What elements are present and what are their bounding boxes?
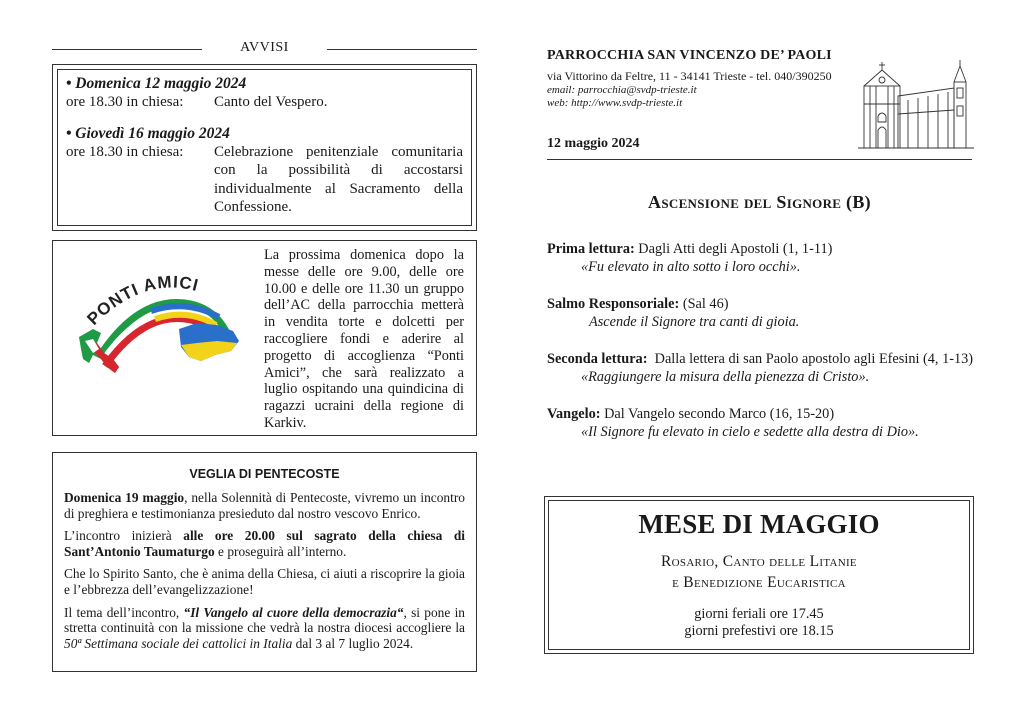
event-description: Celebrazione penitenziale comunitaria con la possibilità di accostarsi individualmente al Sacramento della Confessione. — [214, 143, 463, 215]
readings-list — [547, 240, 987, 460]
reading-item — [547, 295, 987, 331]
event-title: • Domenica 12 maggio 2024 — [66, 75, 247, 92]
veglia-paragraph: Che lo Spirito Santo, che è anima della Chiesa, ci aiuti a riscoprire la gioia e l’ebbrezza dell’evangelizzazione! — [64, 566, 465, 597]
maggio-title: MESE DI MAGGIO — [638, 509, 880, 539]
ponti-amici-box — [52, 240, 477, 436]
reading-label: Salmo Responsoriale: — [547, 296, 680, 312]
veglia-box — [52, 452, 477, 672]
bulletin-date: 12 maggio 2024 — [547, 136, 640, 151]
divider — [547, 159, 972, 160]
veglia-paragraph: Domenica 19 maggio, nella Solennità di Pentecoste, vivremo un incontro di preghiera e testimonianza presieduto dal nostro vescovo Enrico. — [64, 490, 465, 521]
maggio-subtitle: e Benedizione Eucaristica — [672, 574, 846, 591]
events-box — [52, 64, 477, 231]
event-title: • Giovedì 16 maggio 2024 — [66, 124, 230, 142]
event-time: ore 18.30 in chiesa: — [66, 94, 184, 110]
event-description: Canto del Vespero. — [214, 94, 328, 110]
veglia-paragraph: Il tema dell’incontro, “Il Vangelo al cuore della democrazia“, si pone in stretta continuità con la missione che vedrà la nostra diocesi accogliere la 50ª Settimana sociale dei cattolici in Italia dal 3 al 7 luglio 2024. — [64, 604, 465, 651]
reading-quote: «Raggiungere la misura della pienezza di Cristo». — [581, 369, 870, 385]
ponti-amici-logo — [71, 259, 243, 389]
parish-address: via Vittorino da Feltre, 11 - 34141 Trieste - tel. 040/390250 — [547, 69, 832, 83]
parish-name: PARROCCHIA SAN VINCENZO DE’ PAOLI — [547, 48, 832, 63]
veglia-paragraph: L’incontro inizierà alle ore 20.00 sul sagrato della chiesa di Sant’Antonio Taumaturgo e proseguirà all’interno. — [64, 528, 466, 559]
event-time: ore 18.30 in chiesa: — [66, 143, 184, 160]
reading-ref: Dalla lettera di san Paolo apostolo agli Efesini (4, 1-13) — [647, 351, 974, 367]
church-illustration — [858, 52, 974, 152]
section-title: AVVISI — [240, 40, 289, 55]
veglia-title: VEGLIA DI PENTECOSTE — [189, 467, 340, 481]
reading-label: Seconda lettura: — [547, 351, 648, 367]
reading-label: Vangelo: — [547, 406, 601, 422]
event-row — [66, 93, 463, 112]
reading-ref: Dagli Atti degli Apostoli (1, 1-11) — [634, 241, 833, 257]
logo-text: PONTI AMICI — [83, 272, 201, 329]
reading-ref: (Sal 46) — [679, 296, 729, 312]
reading-label: Prima lettura: — [547, 241, 635, 257]
reading-item — [547, 240, 987, 276]
maggio-time: giorni feriali ore 17.45 — [694, 606, 824, 622]
reading-ref: Dal Vangelo secondo Marco (16, 15-20) — [600, 406, 835, 422]
reading-quote: «Il Signore fu elevato in cielo e sedette alla destra di Dio». — [581, 424, 919, 440]
event-row — [66, 143, 463, 217]
liturgy-title: Ascensione del Signore (B) — [648, 192, 871, 212]
avvisi-header — [52, 40, 477, 58]
reading-item — [547, 405, 987, 441]
ponti-amici-text: La prossima domenica dopo la messe delle ore 9.00, delle ore 10.00 e delle ore 11.30 un gruppo dell’AC della parrocchia metterà in vendita torte e dolcetti per raccogliere fondi e aderire al progetto di accoglienza “Ponti Amici”, che sarà realizzato a luglio ospitando una quindicina di ragazzi ucraini della regione di Karkiv. — [264, 247, 464, 431]
maggio-subtitle: Rosario, Canto delle Litanie — [661, 553, 857, 570]
parish-header — [547, 48, 847, 110]
reading-quote: Ascende il Signore tra canti di gioia. — [589, 314, 800, 330]
maggio-time: giorni prefestivi ore 18.15 — [684, 623, 834, 639]
mese-di-maggio-box — [544, 496, 974, 654]
parish-email: email: parrocchia@svdp-trieste.it — [547, 84, 697, 96]
reading-item — [547, 350, 987, 386]
reading-quote: «Fu elevato in alto sotto i loro occhi». — [581, 259, 801, 275]
parish-web: web: http://www.svdp-trieste.it — [547, 97, 683, 109]
divider — [327, 49, 477, 50]
